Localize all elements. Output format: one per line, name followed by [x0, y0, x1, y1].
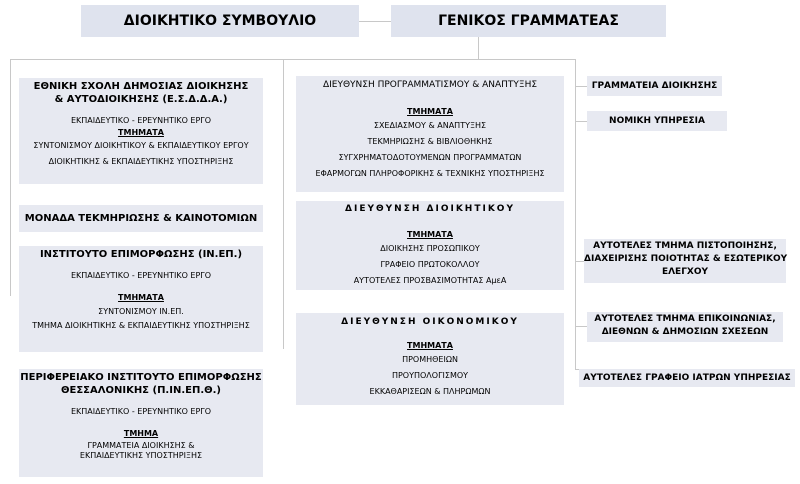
- secretariat-title: ΓΡΑΜΜΑΤΕΙΑ ΔΙΟΙΚΗΣΗΣ: [591, 80, 718, 91]
- pinepth-title-1: ΠΕΡΙΦΕΡΕΙΑΚΟ ΙΝΣΤΙΤΟΥΤΟ ΕΠΙΜΟΡΦΩΣΗΣ: [20, 372, 262, 383]
- esdda-box: [19, 78, 263, 184]
- planning-dept-2: ΤΕΚΜΗΡΙΩΣΗΣ & ΒΙΒΛΙΟΘΗΚΗΣ: [367, 137, 493, 146]
- secretary-box: [391, 5, 666, 37]
- admin-depts-label: ΤΜΗΜΑΤΑ: [407, 230, 453, 239]
- comm-title-2: ΔΙΕΘΝΩΝ & ΔΗΜΟΣΙΩΝ ΣΧΕΣΕΩΝ: [601, 327, 769, 337]
- planning-dept-1: ΣΧΕΔΙΑΣΜΟΥ & ΑΝΑΠΤΥΞΗΣ: [373, 121, 487, 130]
- esdda-title-2: & ΑΥΤΟΔΙΟΙΚΗΣΗΣ (Ε.Σ.Δ.Δ.Α.): [54, 94, 228, 105]
- doctors-box: [579, 369, 795, 387]
- connector-top: [359, 21, 391, 22]
- admin-dept-2: ΓΡΑΦΕΙΟ ΠΡΩΤΟΚΟΛΛΟΥ: [380, 260, 480, 269]
- admin-dept-1: ΔΙΟΙΚΗΣΗΣ ΠΡΟΣΩΠΙΚΟΥ: [380, 244, 480, 253]
- esdda-depts-label: ΤΜΗΜΑΤΑ: [118, 128, 164, 137]
- admin-title: ΔΙΕΥΘΥΝΣΗ ΔΙΟΙΚΗΤΙΚΟΥ: [345, 204, 515, 214]
- admin-dept-3: ΑΥΤΟΤΕΛΕΣ ΠΡΟΣΒΑΣΙΜΟΤΗΤΑΣ ΑμεΑ: [353, 276, 507, 285]
- connector-r1: [575, 86, 587, 87]
- finance-dept-1: ΠΡΟΜΗΘΕΙΩΝ: [402, 355, 458, 364]
- connector-right-v: [575, 59, 576, 369]
- pinepth-depts-label: ΤΜΗΜΑ: [123, 429, 159, 438]
- legal-box: [587, 111, 727, 131]
- connector-r2: [575, 121, 587, 122]
- inep-work: ΕΚΠΑΙΔΕΥΤΙΚΟ - ΕΡΕΥΝΗΤΙΚΟ ΕΡΓΟ: [70, 271, 212, 280]
- board-box: [81, 5, 359, 37]
- planning-box: [296, 76, 564, 192]
- unit-box: [19, 205, 263, 232]
- pinepth-work: ΕΚΠΑΙΔΕΥΤΙΚΟ - ΕΡΕΥΝΗΤΙΚΟ ΕΡΓΟ: [70, 407, 212, 416]
- inep-dept-1: ΣΥΝΤΟΝΙΣΜΟΥ ΙΝ.ΕΠ.: [98, 307, 184, 316]
- doctors-title: ΑΥΤΟΤΕΛΕΣ ΓΡΑΦΕΙΟ ΙΑΤΡΩΝ ΥΠΗΡΕΣΙΑΣ: [583, 372, 791, 383]
- board-title: ΔΙΟΙΚΗΤΙΚΟ ΣΥΜΒΟΥΛΙΟ: [123, 13, 317, 29]
- connector-r4: [575, 326, 587, 327]
- unit-title: ΜΟΝΑΔΑ ΤΕΚΜΗΡΙΩΣΗΣ & ΚΑΙΝΟΤΟΜΙΩΝ: [24, 213, 258, 224]
- comm-title-1: ΑΥΤΟΤΕΛΕΣ ΤΜΗΜΑ ΕΠΙΚΟΙΝΩΝΙΑΣ,: [594, 314, 776, 324]
- cert-title-2: ΔΙΑΧΕΙΡΙΣΗΣ ΠΟΙΟΤΗΤΑΣ & ΕΣΩΤΕΡΙΚΟΥ: [584, 254, 788, 264]
- inep-title: ΙΝΣΤΙΤΟΥΤΟ ΕΠΙΜΟΡΦΩΣΗΣ (ΙΝ.ΕΠ.): [39, 249, 243, 260]
- planning-dept-4: ΕΦΑΡΜΟΓΩΝ ΠΛΗΡΟΦΟΡΙΚΗΣ & ΤΕΧΝΙΚΗΣ ΥΠΟΣΤΗΡΙΞΗΣ: [315, 169, 545, 178]
- inep-depts-label: ΤΜΗΜΑΤΑ: [118, 293, 164, 302]
- secretariat-box: [587, 76, 722, 96]
- finance-dept-2: ΠΡΟΥΠΟΛΟΓΙΣΜΟΥ: [391, 371, 469, 380]
- legal-title: ΝΟΜΙΚΗ ΥΠΗΡΕΣΙΑ: [609, 115, 705, 126]
- connector-left-v: [10, 59, 11, 296]
- connector-down: [478, 37, 479, 59]
- finance-depts-label: ΤΜΗΜΑΤΑ: [407, 341, 453, 350]
- finance-box: [296, 313, 564, 405]
- cert-box: [584, 239, 786, 283]
- pinepth-title-2: ΘΕΣΣΑΛΟΝΙΚΗΣ (Π.ΙΝ.ΕΠ.Θ.): [61, 385, 221, 396]
- esdda-work: ΕΚΠΑΙΔΕΥΤΙΚΟ - ΕΡΕΥΝΗΤΙΚΟ ΕΡΓΟ: [70, 116, 212, 125]
- pinepth-box: [19, 369, 263, 477]
- pinepth-dept-1: ΓΡΑΜΜΑΤΕΙΑ ΔΙΟΙΚΗΣΗΣ & ΕΚΠΑΙΔΕΥΤΙΚΗΣ ΥΠΟΣΤΗΡΙΞΗΣ: [79, 441, 203, 460]
- inep-box: [19, 246, 263, 352]
- esdda-dept-1: ΣΥΝΤΟΝΙΣΜΟΥ ΔΙΟΙΚΗΤΙΚΟΥ & ΕΚΠΑΙΔΕΥΤΙΚΟΥ ΕΡΓΟΥ: [33, 141, 249, 150]
- admin-box: [296, 201, 564, 290]
- planning-depts-label: ΤΜΗΜΑΤΑ: [407, 107, 453, 116]
- inep-dept-2: ΤΜΗΜΑ ΔΙΟΙΚΗΤΙΚΗΣ & ΕΚΠΑΙΔΕΥΤΙΚΗΣ ΥΠΟΣΤΗΡΙΞΗΣ: [32, 321, 250, 330]
- planning-title: ΔΙΕΥΘΥΝΣΗ ΠΡΟΓΡΑΜΜΑΤΙΣΜΟΥ & ΑΝΑΠΤΥΞΗΣ: [322, 80, 538, 90]
- finance-title: ΔΙΕΥΘΥΝΣΗ ΟΙΚΟΝΟΜΙΚΟΥ: [341, 317, 519, 327]
- finance-dept-3: ΕΚΚΑΘΑΡΙΣΕΩΝ & ΠΛΗΡΩΜΩΝ: [369, 387, 491, 396]
- cert-title-3: ΕΛΕΓΧΟΥ: [661, 267, 709, 277]
- planning-dept-3: ΣΥΓΧΡΗΜΑΤΟΔΟΤΟΥΜΕΝΩΝ ΠΡΟΓΡΑΜΜΑΤΩΝ: [338, 153, 522, 162]
- connector-center-v: [283, 59, 284, 349]
- esdda-title-1: ΕΘΝΙΚΗ ΣΧΟΛΗ ΔΗΜΟΣΙΑΣ ΔΙΟΙΚΗΣΗΣ: [33, 81, 249, 92]
- comm-box: [587, 312, 783, 342]
- connector-bar: [10, 59, 575, 60]
- esdda-dept-2: ΔΙΟΙΚΗΤΙΚΗΣ & ΕΚΠΑΙΔΕΥΤΙΚΗΣ ΥΠΟΣΤΗΡΙΞΗΣ: [48, 157, 234, 166]
- secretary-title: ΓΕΝΙΚΟΣ ΓΡΑΜΜΑΤΕΑΣ: [438, 13, 619, 29]
- cert-title-1: ΑΥΤΟΤΕΛΕΣ ΤΜΗΜΑ ΠΙΣΤΟΠΟΙΗΣΗΣ,: [593, 241, 777, 251]
